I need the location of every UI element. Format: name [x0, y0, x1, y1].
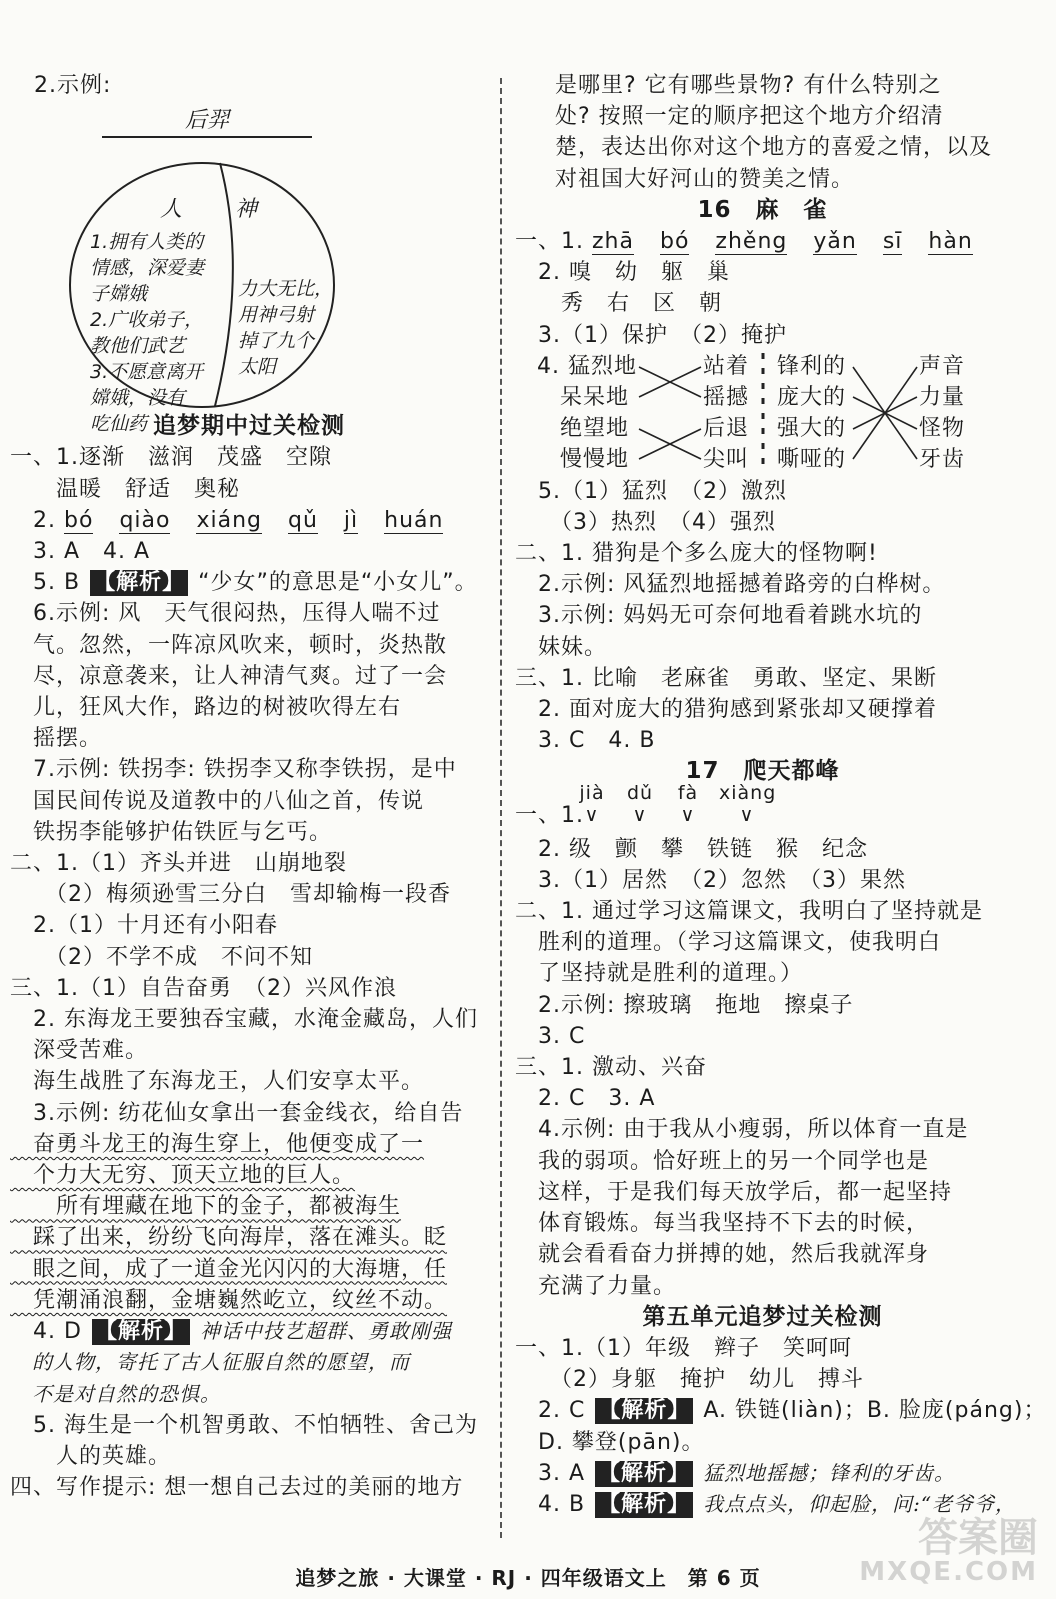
- pinyin-prefix: 一、1.: [515, 802, 584, 828]
- text-line: 三、1. 比喻 老麻雀 勇敢、坚定、果断: [515, 665, 937, 691]
- pinyin-item: qǔ: [288, 507, 318, 533]
- text-line: 6.示例: 风 天气很闷热，压得人喘不过: [10, 601, 441, 627]
- watermark-line: 答案圈: [918, 1515, 1038, 1561]
- text-line: 3. C 4. B: [515, 728, 656, 754]
- tone-pinyin: fà: [677, 781, 699, 804]
- diagram-right-head: 神: [235, 197, 258, 223]
- check-mark-icon: ∨: [584, 803, 600, 826]
- text-line: （2）不学不成 不问不知: [10, 944, 313, 970]
- underlined-text: 个力大无穷、顶天立地的巨人。: [10, 1163, 356, 1189]
- handwritten-text: 神话中技艺超群、勇敢刚强: [199, 1319, 452, 1344]
- text-line: 三、1.（1）自告奋勇 （2）兴风作浪: [10, 975, 397, 1001]
- match-left-item: 慢慢地: [537, 447, 630, 473]
- diagram-right-line: 掉了九个: [238, 330, 315, 353]
- u5-q4-prefix: 4. B: [515, 1491, 586, 1517]
- text-line: 2. 嗅 幼 躯 巢: [515, 260, 730, 286]
- text-line: 对祖国大好河山的赞美之情。: [555, 166, 855, 192]
- diagram-title: 后羿: [102, 103, 312, 138]
- analysis-tag: 【解析】: [595, 1492, 693, 1518]
- check-mark-icon: ∨: [739, 803, 755, 826]
- text-line: 2.示例: 风猛烈地摇撼着路旁的白桦树。: [515, 572, 946, 598]
- text-line: （2）身躯 掩护 幼儿 搏斗: [515, 1367, 864, 1393]
- text-line: 5. 海生是一个机智勇敢、不怕牺牲、舍己为: [10, 1412, 478, 1438]
- diagram-left-line: 情感，深爱妻: [90, 257, 205, 280]
- text-line: 气。忽然，一阵凉风吹来，顿时，炎热散: [10, 632, 448, 658]
- match-left-item: 呆呆地: [537, 385, 630, 411]
- diagram-left-line: 1.拥有人类的: [90, 231, 204, 254]
- text-line: 二、1. 通过学习这篇课文，我明白了坚持就是: [515, 899, 983, 925]
- diagram-right-line: 太阳: [238, 356, 277, 379]
- text-line: 我的弱项。恰好班上的另一个同学也是: [515, 1148, 930, 1174]
- pinyin-line: [515, 226, 1010, 257]
- tone-item: [575, 782, 609, 826]
- text-line: 3. C: [515, 1023, 586, 1049]
- diagram-left-text: [90, 229, 204, 437]
- underlined-line: [10, 1285, 488, 1316]
- check-mark-icon: ∨: [632, 803, 648, 826]
- match-mid-item: 摇撼: [703, 385, 750, 411]
- match-mid-col: [703, 351, 749, 476]
- tone-item: [671, 782, 705, 826]
- diagram-left-line: 子嫦娥: [90, 283, 148, 306]
- text-line: 5.（1）猛烈 （2）激烈: [515, 478, 787, 504]
- u5-q2-text: A. 铁链(liàn)；B. 脸庞(páng)；: [703, 1398, 1047, 1424]
- u5-q3-prefix: 3. A: [515, 1460, 586, 1486]
- diagram-left-line: 嫦娥，没有: [90, 387, 186, 410]
- pinyin-item: bó: [64, 507, 94, 533]
- diagram-right-text: [238, 276, 333, 380]
- match-mid2-item: 锋利的: [777, 353, 847, 379]
- u5-q2-prefix: 2. C: [515, 1398, 586, 1424]
- underlined-line: [10, 1191, 488, 1222]
- text-line: 海生战胜了东海龙王，人们安享太平。: [10, 1069, 425, 1095]
- diagram-right-line: 力大无比，: [238, 278, 334, 301]
- text-line: D. 攀登(pān)。: [515, 1429, 705, 1455]
- underlined-text: 奋勇斗龙王的海生穿上，他便变成了一: [10, 1131, 425, 1157]
- text-line: 3.（1）居然 （2）忽然 （3）果然: [515, 867, 906, 893]
- text-line: 3.示例: 纺花仙女拿出一套金线衣，给自告: [10, 1100, 464, 1126]
- match-right-col: [919, 351, 965, 476]
- pinyin-item: zhěng: [715, 229, 788, 255]
- match-mid2-item: 嘶哑的: [777, 447, 847, 473]
- q4-prefix: 4. D: [10, 1319, 82, 1345]
- q5-text: “少女”的意思是“小女儿”。: [198, 570, 478, 596]
- text-line: 4.示例: 由于我从小瘦弱，所以体育一直是: [515, 1117, 969, 1143]
- text-line: 2. C 3. A: [515, 1086, 656, 1112]
- text-line: 2. 面对庞大的猎狗感到紧张却又硬撑着: [515, 697, 937, 723]
- analysis-tag: 【解析】: [595, 1398, 693, 1424]
- match-right-item: 怪物: [919, 416, 966, 442]
- text-line: 7.示例: 铁拐李: 铁拐李又称李铁拐，是中: [10, 757, 457, 783]
- text-line: 是哪里? 它有哪些景物? 有什么特别之: [555, 73, 942, 98]
- analysis-tag: 【解析】: [90, 570, 188, 596]
- diagram-left-head: 人: [160, 197, 183, 223]
- underlined-text: 踩了出来，纷纷飞向海岸，落在滩头。眨: [10, 1225, 448, 1251]
- diagram-left-line: 3.不愿意离开: [90, 361, 204, 384]
- analysis-tag: 【解析】: [92, 1319, 190, 1345]
- handwritten-text: 猛烈地摇撼；锋利的牙齿。: [703, 1460, 956, 1485]
- tone-item: [623, 782, 657, 826]
- pinyin-item: bó: [659, 229, 690, 255]
- diagram-left-line: 教他们武艺: [90, 335, 186, 358]
- match-mid2-item: 庞大的: [777, 385, 847, 411]
- text-line: 深受苦难。: [10, 1038, 149, 1064]
- text-line: 3. A 4. A: [10, 539, 151, 565]
- unit-5-title: 第五单元追梦过关检测: [642, 1303, 883, 1330]
- text-line: 处? 按照一定的顺序把这个地方介绍清: [555, 104, 944, 130]
- tone-pinyin: jià: [579, 781, 605, 804]
- text-line: 妹妹。: [515, 634, 608, 660]
- q2-label: 2.示例:: [34, 73, 112, 98]
- pinyin-item: jì: [343, 507, 359, 533]
- section-title-midterm: 追梦期中过关检测: [153, 413, 345, 440]
- watermark-logo: [848, 1515, 1038, 1591]
- text-line: 尽，凉意袭来，让人神清气爽。过了一会: [10, 663, 448, 689]
- text-line: 儿，狂风大作，路边的树被吹得左右: [10, 695, 402, 721]
- match-right-item: 力量: [919, 385, 966, 411]
- text-line: 了坚持就是胜利的道理。）: [515, 961, 804, 987]
- lesson-16-title: 16 麻 雀: [697, 196, 828, 223]
- match-mid2-col: [777, 351, 846, 476]
- left-column: [10, 70, 488, 1503]
- text-line: 铁拐李能够护佑铁匠与乞丐。: [10, 819, 333, 845]
- match-mid-item: 后退: [703, 416, 750, 442]
- match-mid2-item: 强大的: [777, 416, 847, 442]
- pinyin-item: hàn: [928, 229, 973, 255]
- text-line: 3.示例: 妈妈无可奈何地看着跳水坑的: [515, 603, 923, 629]
- diagram-left-line: 吃仙药: [90, 413, 148, 436]
- diagram-right-line: 用神弓射: [238, 304, 315, 327]
- check-mark-icon: ∨: [680, 803, 696, 826]
- pinyin-item: qiào: [119, 507, 171, 533]
- text-line: 一、1.（1）年级 辫子 笑呵呵: [515, 1335, 852, 1361]
- tone-pinyin: xiàng: [719, 781, 777, 804]
- underlined-line: [10, 1160, 488, 1191]
- text-line: 国民间传说及道教中的八仙之首，传说: [10, 788, 425, 814]
- underlined-text: 凭潮涌浪翻，金塘巍然屹立，纹丝不动。: [10, 1287, 448, 1313]
- matching-exercise: [515, 351, 1010, 476]
- underlined-line: [10, 1254, 488, 1285]
- match-mid-item: 站着: [703, 353, 750, 379]
- text-line: 一、1.逐渐 滋润 茂盛 空隙: [10, 445, 332, 471]
- text-line: 四、写作提示: 想一想自己去过的美丽的地方: [10, 1475, 464, 1501]
- pinyin-item: yǎn: [813, 229, 857, 255]
- pinyin-item: sī: [882, 229, 903, 255]
- text-line: 就会看看奋力拼搏的她，然后我就浑身: [515, 1242, 930, 1268]
- u5-q3-line: [515, 1458, 1010, 1489]
- match-left-item: 4. 猛烈地: [537, 353, 637, 379]
- match-left-item: 绝望地: [537, 416, 630, 442]
- handwritten-line: 不是对自然的恐惧。: [32, 1381, 221, 1406]
- text-line: 温暖 舒适 奥秘: [10, 476, 241, 502]
- text-line: 二、1.（1）齐头并进 山崩地裂: [10, 851, 347, 877]
- right-column: [515, 70, 1047, 1520]
- handwritten-line: 的人物，寄托了古人征服自然的愿望，而: [32, 1350, 410, 1375]
- tone-item: [719, 782, 775, 826]
- match-right-item: 牙齿: [919, 447, 966, 473]
- text-line: 人的英雄。: [10, 1443, 172, 1469]
- match-mid-item: 尖叫: [703, 447, 750, 473]
- text-line: 二、1. 猎狗是个多么庞大的怪物啊!: [515, 541, 878, 567]
- lesson-17-title: 17 爬天都峰: [685, 758, 840, 785]
- match-right-item: 声音: [919, 353, 966, 379]
- pinyin-item: zhā: [592, 229, 634, 255]
- match-left-col: [515, 351, 637, 476]
- text-line: 2.（1）十月还有小阳春: [10, 913, 278, 939]
- underlined-text: 眼之间，成了一道金光闪闪的大海塘，任: [10, 1256, 448, 1282]
- q4-line: [10, 1316, 488, 1347]
- text-line: 胜利的道理。（学习这篇课文，使我明白: [515, 930, 942, 956]
- text-line: 这样，于是我们每天放学后，都一起坚持: [515, 1179, 953, 1205]
- tone-pinyin: dǔ: [626, 781, 654, 804]
- watermark-line: MXQE.COM: [859, 1557, 1038, 1587]
- text-line: 秀 右 区 朝: [515, 291, 723, 317]
- pinyin-line: [10, 505, 488, 536]
- text-line: 2. 级 颤 攀 铁链 猴 纪念: [515, 836, 868, 862]
- page-footer: 追梦之旅 · 大课堂 · RJ · 四年级语文上 第 6 页: [295, 1566, 761, 1590]
- pinyin-prefix: 2.: [10, 507, 56, 533]
- text-line: （2）梅须逊雪三分白 雪却输梅一段香: [10, 882, 451, 908]
- pinyin-item: huán: [384, 507, 444, 533]
- underlined-line: [10, 1222, 488, 1253]
- pinyin-prefix: 一、1.: [515, 229, 584, 255]
- underlined-text: 所有埋藏在地下的金子，都被海生: [10, 1194, 402, 1220]
- text-line: 3.（1）保护 （2）掩护: [515, 322, 787, 348]
- q5-line: [10, 567, 488, 598]
- column-divider: [500, 78, 502, 1538]
- text-line: 充满了力量。: [515, 1273, 677, 1299]
- pinyin-tone-line: [515, 781, 1010, 834]
- text-line: 楚，表达出你对这个地方的喜爱之情，以及: [555, 135, 993, 161]
- text-line: 2.示例: 擦玻璃 拖地 擦桌子: [515, 992, 854, 1018]
- q5-prefix: 5. B: [10, 570, 81, 596]
- handwritten-text: 我点点头，仰起脸，问:“老爷爷，: [703, 1491, 1017, 1516]
- analysis-tag: 【解析】: [595, 1461, 693, 1487]
- text-line: 体育锻炼。每当我坚持不下去的时候，: [515, 1211, 930, 1237]
- text-line: （3）热烈 （4）强烈: [515, 509, 776, 535]
- u5-q2-line: [515, 1395, 1047, 1426]
- text-line: 三、1. 激动、兴奋: [515, 1055, 707, 1081]
- text-line: 2. 东海龙王要独吞宝藏，水淹金藏岛，人们: [10, 1007, 478, 1033]
- diagram-left-line: 2.广收弟子，: [90, 309, 204, 332]
- pinyin-item: xiáng: [196, 507, 262, 533]
- text-line: 摇摆。: [10, 726, 103, 752]
- underlined-line: [10, 1129, 488, 1160]
